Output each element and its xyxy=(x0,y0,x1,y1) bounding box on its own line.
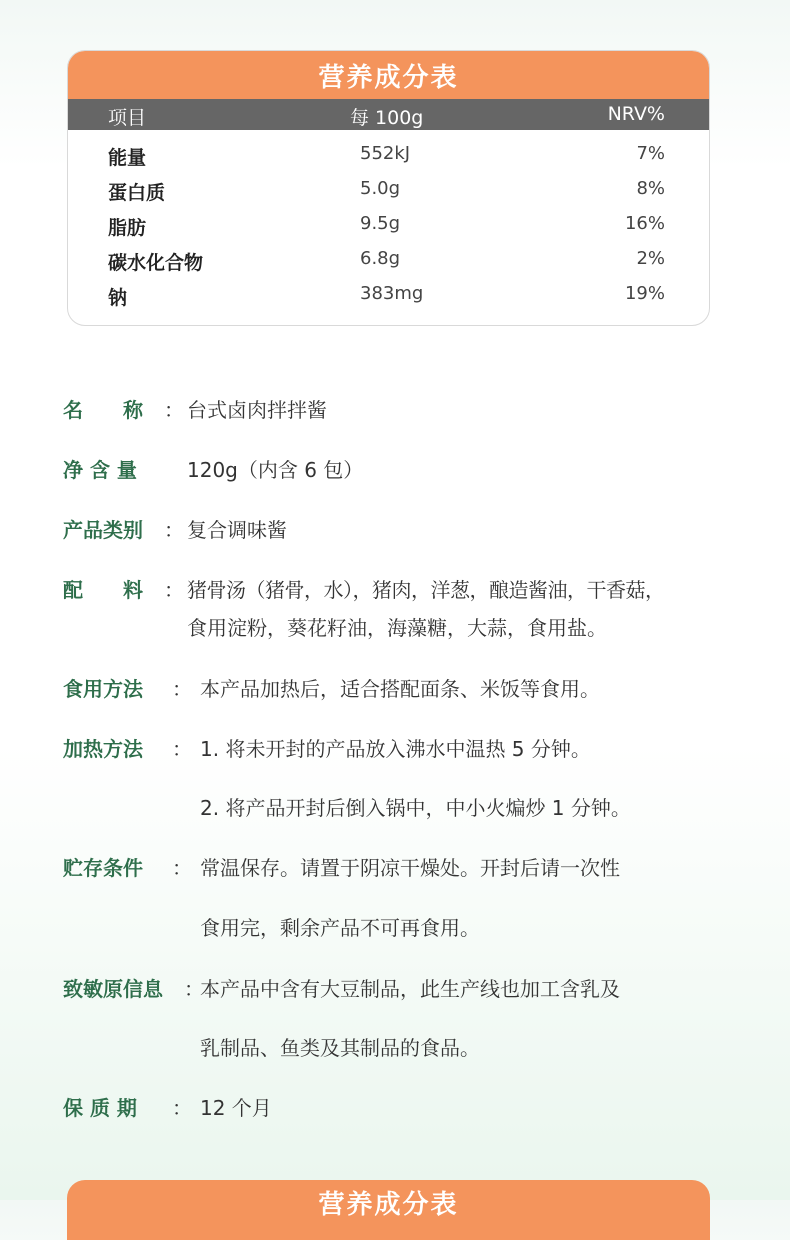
header-nrv: NRV% xyxy=(607,103,665,125)
allergen-label: 致敏原信息 xyxy=(63,977,163,1001)
category-label: 产品类别 xyxy=(63,518,143,542)
usage-colon: ： xyxy=(172,677,192,701)
name-colon: ： xyxy=(164,398,184,422)
heating-colon: ： xyxy=(172,737,192,761)
allergen-line-2: 乳制品、鱼类及其制品的食品。 xyxy=(200,1036,480,1060)
heating-label: 加热方法 xyxy=(63,737,143,761)
header-per-100g: 每 100g xyxy=(350,107,424,129)
storage-label: 贮存条件 xyxy=(63,856,143,880)
table-row xyxy=(68,178,709,208)
nutrition-table-header xyxy=(68,99,709,130)
nutrient-name: 碳水化合物 xyxy=(108,252,204,274)
nutrition-table-card xyxy=(67,50,710,326)
nutrient-value: 552kJ xyxy=(360,143,411,164)
nutrient-value: 5.0g xyxy=(360,178,401,199)
nutrient-nrv: 2% xyxy=(636,248,665,269)
nutrient-value: 6.8g xyxy=(360,248,401,269)
storage-line-1: 常温保存。请置于阴凉干燥处。开封后请一次性 xyxy=(200,856,620,880)
next-nutrition-card-title: 营养成分表 xyxy=(318,1190,459,1220)
nutrition-table-title: 营养成分表 xyxy=(68,51,709,99)
allergen-line-1: 本产品中含有大豆制品，此生产线也加工含乳及 xyxy=(200,977,620,1001)
header-item: 项目 xyxy=(108,107,147,129)
nutrient-name: 能量 xyxy=(108,147,147,169)
heating-line-1: 1. 将未开封的产品放入沸水中温热 5 分钟。 xyxy=(200,737,591,761)
ingredients-line-2: 食用淀粉，葵花籽油，海藻糖，大蒜，食用盐。 xyxy=(187,616,607,640)
shelf-life-label: 保 质 期 xyxy=(63,1096,137,1120)
storage-colon: ： xyxy=(172,856,192,880)
net-content-label: 净 含 量 xyxy=(63,458,137,482)
next-nutrition-card xyxy=(67,1180,710,1240)
usage-label: 食用方法 xyxy=(63,677,143,701)
nutrient-name: 脂肪 xyxy=(108,217,147,239)
allergen-colon: ： xyxy=(184,977,204,1001)
ingredients-colon: ： xyxy=(164,578,184,602)
name-value: 台式卤肉拌拌酱 xyxy=(187,398,327,422)
heating-line-2: 2. 将产品开封后倒入锅中，中小火煸炒 1 分钟。 xyxy=(200,796,631,820)
name-label: 名 称 xyxy=(63,398,143,422)
nutrient-value: 9.5g xyxy=(360,213,401,234)
table-row xyxy=(68,283,709,313)
category-value: 复合调味酱 xyxy=(187,518,287,542)
ingredients-label: 配 料 xyxy=(63,578,143,602)
shelf-life-value: 12 个月 xyxy=(200,1096,272,1120)
nutrient-nrv: 16% xyxy=(624,213,665,234)
nutrient-name: 钠 xyxy=(108,287,128,309)
storage-line-2: 食用完，剩余产品不可再食用。 xyxy=(200,916,480,940)
ingredients-line-1: 猪骨汤（猪骨，水），猪肉，洋葱，酿造酱油，干香菇， xyxy=(187,578,665,602)
table-row xyxy=(68,143,709,173)
nutrient-value: 383mg xyxy=(360,283,424,304)
nutrient-nrv: 19% xyxy=(624,283,665,304)
nutrient-name: 蛋白质 xyxy=(108,182,166,204)
shelf-life-colon: ： xyxy=(172,1096,192,1120)
nutrient-nrv: 7% xyxy=(636,143,665,164)
table-row xyxy=(68,248,709,278)
usage-value: 本产品加热后，适合搭配面条、米饭等食用。 xyxy=(200,677,600,701)
nutrient-nrv: 8% xyxy=(636,178,665,199)
category-colon: ： xyxy=(164,518,184,542)
table-row xyxy=(68,213,709,243)
net-content-value: 120g（内含 6 包） xyxy=(187,458,364,482)
